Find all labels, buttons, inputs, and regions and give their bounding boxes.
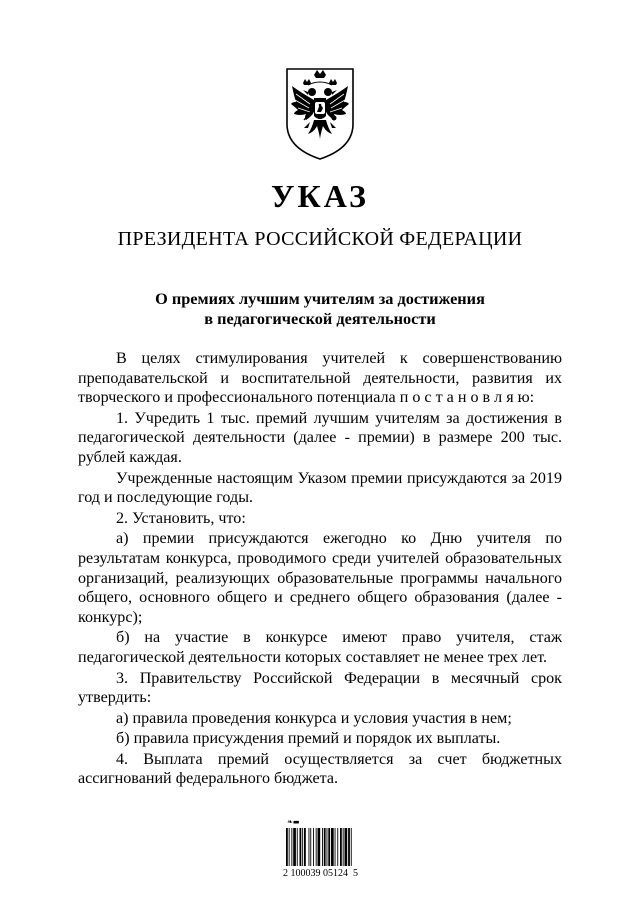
clause-4: 4. Выплата премий осуществляется за счет бюджетных ассигнований федерального бюджета.: [78, 750, 562, 788]
clause-1: 1. Учредить 1 тыс. премий лучшим учителям за достижения в педагогической деятельности (далее - премии) в размере 200 тыс. рублей каждая.: [78, 409, 562, 466]
decree-heading-line: в педагогической деятельности: [204, 308, 436, 328]
decree-title: УКАЗ: [271, 178, 369, 214]
decree-heading: [100, 289, 540, 328]
clause-2b: б) на участие в конкурсе имеют право учителя, стаж педагогической деятельности которых составляет не менее трех лет.: [78, 629, 562, 666]
barcode-digits: 2 100039 05124 5: [283, 868, 358, 879]
barcode-icon: [286, 828, 368, 866]
clause-2a: а) премии присуждаются ежегодно ко Дню учителя по результатам конкурса, проводимого среди учителей образовательных организаций, реализующих образовательные программы начального общего, основного общего и среднего общего образования (далее - конкурс);: [78, 530, 562, 626]
decree-issuer: ПРЕЗИДЕНТА РОССИЙСКОЙ ФЕДЕРАЦИИ: [117, 228, 523, 250]
barcode: [283, 818, 369, 884]
clause-3: 3. Правительству Российской Федерации в месячный срок утвердить:: [78, 669, 562, 707]
clause-3b: б) правила присуждения премий и порядок их выплаты.: [116, 730, 501, 748]
clause-1-note: Учрежденные настоящим Указом премии присуждаются за 2019 год и последующие годы.: [78, 469, 562, 507]
barcode-logo-icon: ❧▬: [287, 818, 300, 826]
russian-coat-of-arms-icon: [284, 66, 356, 162]
decree-body: [78, 349, 562, 790]
preamble-paragraph: В целях стимулирования учителей к совершенствованию преподавательской и воспитательной деятельности, развития их творческого и профессионального потенциала п о с т а н о в л я ю:: [78, 350, 562, 407]
clause-2: 2. Установить, что:: [116, 509, 246, 527]
clause-3a: а) правила проведения конкурса и условия участия в нем;: [116, 709, 512, 727]
decree-heading-line: О премиях лучшим учителям за достижения: [155, 289, 485, 308]
